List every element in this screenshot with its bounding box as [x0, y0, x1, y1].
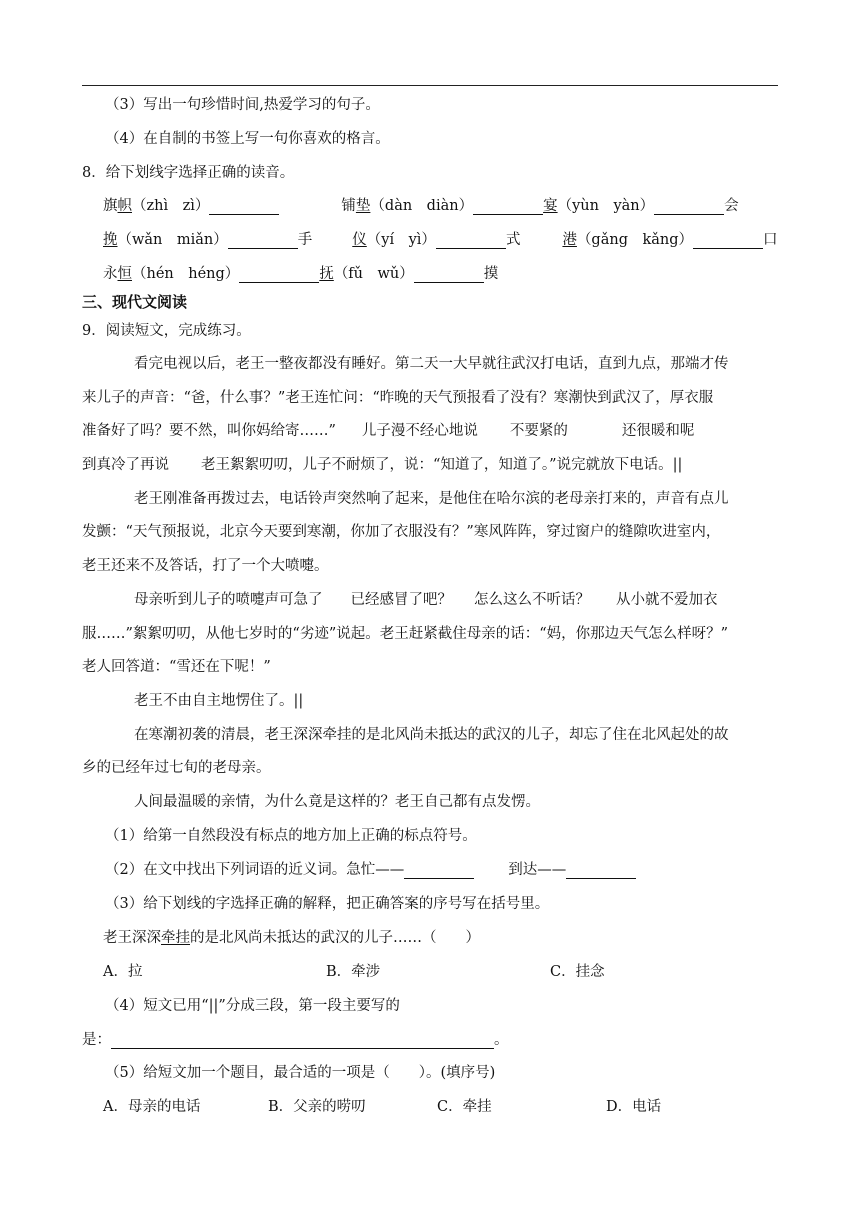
underlined-char: 挽	[103, 232, 118, 248]
subquestion-4: （4）短文已用“||”分成三段，第一段主要写的	[105, 998, 400, 1014]
q8-row-1	[103, 197, 739, 215]
subquestion-5: （5）给短文加一个题目，最合适的一项是（ ）。(填序号)	[105, 1065, 496, 1081]
answer-blank[interactable]	[693, 233, 763, 249]
option-b[interactable]: B．父亲的唠叨	[268, 1099, 366, 1115]
answer-blank[interactable]	[566, 863, 636, 879]
pinyin-options: （wǎn miǎn）	[117, 232, 228, 248]
pinyin-options: （hén héng）	[132, 266, 240, 282]
word-suffix: 口	[763, 232, 778, 248]
word-prefix: 永	[103, 266, 118, 282]
answer-blank[interactable]	[239, 267, 319, 283]
passage-segment: 到真冷了再说	[82, 457, 169, 473]
q8-row-2	[103, 231, 778, 249]
pinyin-options: （gǎng kǎng）	[576, 232, 694, 248]
underlined-char: 恒	[117, 266, 132, 282]
passage-segment: 母亲听到儿子的喷嚏声可急了	[134, 592, 323, 608]
option-a[interactable]: A．拉	[103, 964, 143, 980]
passage-line: 服……”絮絮叨叨，从他七岁时的“劣迹”说起。老王赶紧截住母亲的话：“妈，你那边天气怎么样呀？”	[82, 626, 729, 642]
underlined-char: 抚	[319, 266, 334, 282]
answer-blank[interactable]	[414, 267, 484, 283]
word-prefix: 旗	[103, 198, 118, 214]
passage-line	[82, 422, 694, 440]
underlined-char: 垫	[355, 198, 371, 214]
passage-line: 老王不由自主地愣住了。||	[134, 693, 304, 709]
passage-segment: 从小就不爱加衣	[616, 592, 718, 608]
q7-item-3: （3）写出一句珍惜时间,热爱学习的句子。	[105, 97, 380, 113]
pinyin-options: （zhì zì）	[132, 198, 210, 214]
passage-line: 来儿子的声音：“爸，什么事？”老王连忙问：“昨晚的天气预报看了没有？寒潮快到武汉了，厚衣服	[82, 390, 714, 406]
subquestion-text: 。	[494, 1032, 509, 1048]
answer-blank[interactable]	[209, 199, 279, 215]
option-a[interactable]: A．母亲的电话	[103, 1099, 201, 1115]
answer-blank[interactable]	[111, 1033, 494, 1049]
pinyin-options: （fǔ wǔ）	[333, 266, 414, 282]
answer-blank[interactable]	[473, 199, 543, 215]
subquestion-2	[105, 861, 636, 879]
subquestion-4-answer	[82, 1031, 509, 1049]
subquestion-text: 是：	[82, 1032, 111, 1048]
option-c[interactable]: C．牵挂	[437, 1099, 492, 1115]
passage-line: 发颤：“天气预报说，北京今天要到寒潮，你加了衣服没有？”寒风阵阵，穿过窗户的缝隙吹进室内，	[82, 524, 721, 540]
word-prefix: 铺	[341, 198, 356, 214]
underlined-char: 仪	[352, 232, 367, 248]
passage-line: 在寒潮初袭的清晨，老王深深牵挂的是北风尚未抵达的武汉的儿子，却忘了住在北风起处的故	[134, 727, 729, 743]
sentence-segment: 老王深深	[103, 930, 161, 946]
pinyin-options: （dàn diàn）	[370, 198, 474, 214]
passage-segment: 已经感冒了吧？	[350, 592, 452, 608]
passage-line	[82, 456, 682, 474]
passage-line	[134, 591, 718, 609]
passage-segment: 准备好了吗？要不然，叫你妈给寄……”	[82, 423, 336, 439]
underlined-char: 宴	[543, 198, 558, 214]
passage-segment: 怎么这么不听话？	[474, 592, 590, 608]
passage-line: 乡的已经年过七旬的老母亲。	[82, 760, 271, 776]
passage-segment: 儿子漫不经心地说	[361, 423, 478, 439]
option-c[interactable]: C．挂念	[550, 964, 605, 980]
passage-line: 老人回答道：“雪还在下呢！”	[82, 659, 271, 675]
subquestion-text: 到达——	[508, 862, 567, 878]
passage-segment: 不要紧的	[509, 423, 568, 439]
word-suffix: 会	[724, 198, 739, 214]
subquestion-1: （1）给第一自然段没有标点的地方加上正确的标点符号。	[105, 828, 477, 844]
word-suffix: 手	[297, 232, 313, 248]
passage-line: 老王还来不及答话，打了一个大喷嚏。	[82, 558, 329, 574]
subquestion-3-sentence	[103, 929, 480, 947]
word-suffix: 摸	[483, 266, 499, 282]
passage-segment: 还很暖和呢	[621, 423, 695, 439]
answer-blank[interactable]	[228, 233, 298, 249]
pinyin-options: （yí yì）	[366, 232, 436, 248]
q8-prompt: 8．给下划线字选择正确的读音。	[82, 165, 295, 181]
passage-segment: 老王絮絮叨叨，儿子不耐烦了，说：“知道了，知道了。”说完就放下电话。||	[201, 457, 683, 473]
q8-row-3	[103, 265, 498, 283]
passage-line: 人间最温暖的亲情，为什么竟是这样的？老王自己都有点发愣。	[134, 794, 540, 810]
underlined-char: 帜	[117, 198, 132, 214]
q7-item-4: （4）在自制的书签上写一句你喜欢的格言。	[105, 131, 390, 147]
answer-blank[interactable]	[436, 233, 506, 249]
section-title: 三、现代文阅读	[82, 293, 188, 311]
pinyin-options: （yùn yàn）	[557, 198, 655, 214]
answer-blank[interactable]	[404, 863, 474, 879]
option-b[interactable]: B．牵涉	[326, 964, 381, 980]
underlined-char: 港	[562, 232, 577, 248]
word-suffix: 式	[505, 232, 521, 248]
sentence-segment: 的是北风尚未抵达的武汉的儿子……（ ）	[190, 930, 480, 946]
subquestion-3: （3）给下划线的字选择正确的解释，把正确答案的序号写在括号里。	[105, 896, 550, 912]
answer-blank[interactable]	[654, 199, 724, 215]
header-rule	[82, 85, 778, 86]
underlined-word: 牵挂	[161, 930, 190, 946]
option-d[interactable]: D．电话	[606, 1099, 662, 1115]
passage-line: 老王刚准备再拨过去，电话铃声突然响了起来，是他住在哈尔滨的老母亲打来的，声音有点儿	[134, 491, 729, 507]
subquestion-text: （2）在文中找出下列词语的近义词。急忙——	[105, 862, 405, 878]
passage-line: 看完电视以后，老王一整夜都没有睡好。第二天一大早就往武汉打电话，直到九点，那端才传	[134, 356, 729, 372]
q9-prompt: 9．阅读短文，完成练习。	[82, 323, 251, 339]
